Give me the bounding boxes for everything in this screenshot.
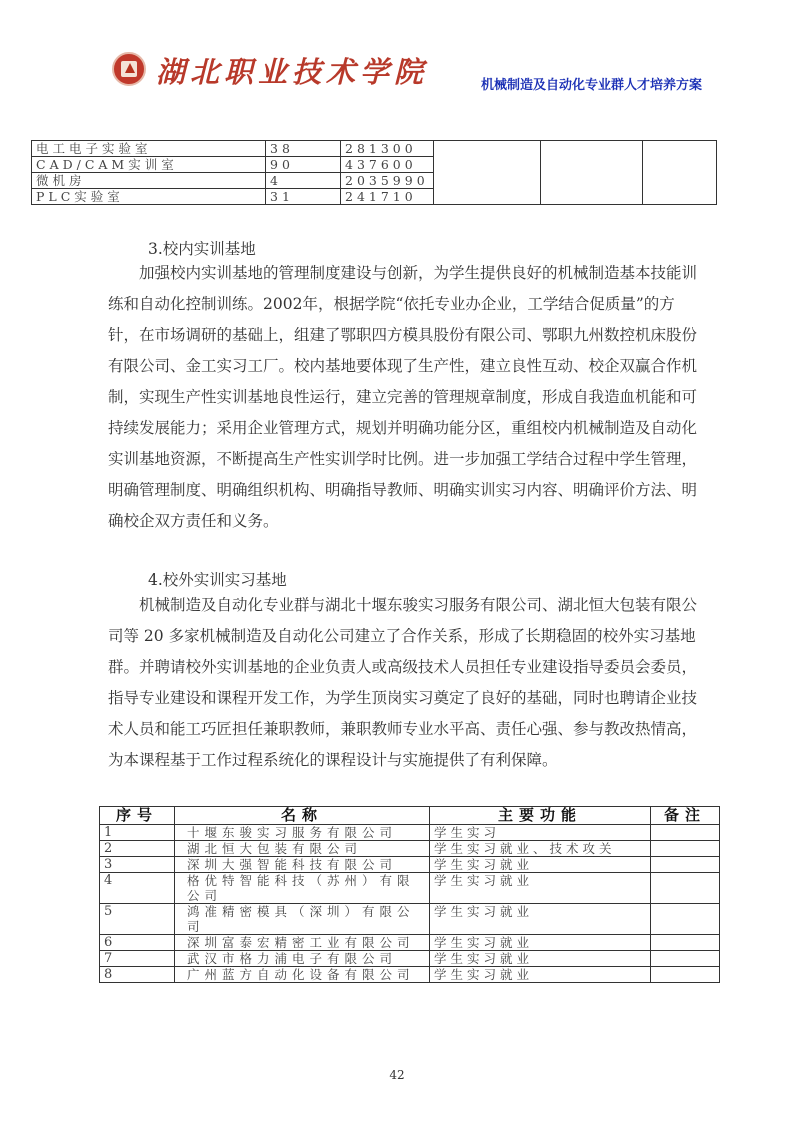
page-header (112, 48, 702, 98)
note-cell (651, 935, 720, 951)
empty-cell (642, 141, 716, 205)
enterprise-name-cell: 湖北恒大包装有限公司 (175, 841, 430, 857)
function-cell: 学生实习就业、技术攻关 (430, 841, 651, 857)
row-number-cell: 8 (100, 967, 175, 983)
enterprise-name-cell: 格优特智能科技（苏州）有限公司 (175, 873, 430, 904)
lab-count-cell: 4 (266, 173, 341, 189)
function-cell: 学生实习就业 (430, 857, 651, 873)
row-number-cell: 6 (100, 935, 175, 951)
page-number: 42 (389, 1068, 405, 1082)
enterprise-name-cell: 深圳富泰宏精密工业有限公司 (175, 935, 430, 951)
header-note: 备注 (651, 807, 720, 825)
table-row (100, 935, 720, 951)
function-cell: 学生实习就业 (430, 967, 651, 983)
college-emblem-icon (112, 52, 146, 86)
table-row (100, 841, 720, 857)
row-number-cell: 3 (100, 857, 175, 873)
enterprise-name-cell: 广州蓝方自动化设备有限公司 (175, 967, 430, 983)
section-4-body: 机械制造及自动化专业群与湖北十堰东骏实习服务有限公司、湖北恒大包装有限公司等 20 多家机械制造及自动化公司建立了合作关系，形成了长期稳固的校外实习基地群。并聘请校外实训基地的企业负责人或高级技术人员担任专业建设指导委员会委员，指导专业建设和课程开发工作，为学生顶岗实习奠定了良好的基础，同时也聘请企业技术人员和能工巧匠担任兼职教师，兼职教师专业水平高、责任心强、参与教改热情高，为本课程基于工作过程系统化的课程设计与实施提供了有利保障。 (108, 596, 698, 769)
note-cell (651, 967, 720, 983)
table-row (100, 951, 720, 967)
lab-equipment-table (31, 140, 717, 205)
row-number-cell: 5 (100, 904, 175, 935)
lab-count-cell: 38 (266, 141, 341, 157)
row-number-cell: 4 (100, 873, 175, 904)
table-header-row (100, 807, 720, 825)
note-cell (651, 825, 720, 841)
lab-value-cell: 2035990 (341, 173, 434, 189)
empty-cell (540, 141, 642, 205)
lab-name-cell: PLC实验室 (32, 189, 266, 205)
table-row (100, 857, 720, 873)
function-cell: 学生实习就业 (430, 935, 651, 951)
enterprise-name-cell: 深圳大强智能科技有限公司 (175, 857, 430, 873)
section-4-heading: 4.校外实训实习基地 (148, 571, 287, 589)
lab-value-cell: 241710 (341, 189, 434, 205)
lab-name-cell: CAD/CAM实训室 (32, 157, 266, 173)
enterprise-name-cell: 鸿准精密模具（深圳）有限公司 (175, 904, 430, 935)
table-row (32, 141, 717, 157)
note-cell (651, 904, 720, 935)
table-row (100, 825, 720, 841)
lab-count-cell: 90 (266, 157, 341, 173)
empty-cell (433, 141, 540, 205)
header-name: 名称 (175, 807, 430, 825)
table-row (100, 967, 720, 983)
note-cell (651, 841, 720, 857)
table-row (100, 904, 720, 935)
function-cell: 学生实习就业 (430, 873, 651, 904)
function-cell: 学生实习就业 (430, 904, 651, 935)
function-cell: 学生实习 (430, 825, 651, 841)
note-cell (651, 951, 720, 967)
table-row (100, 873, 720, 904)
header-function: 主要功能 (430, 807, 651, 825)
lab-value-cell: 281300 (341, 141, 434, 157)
lab-name-cell: 电工电子实验室 (32, 141, 266, 157)
note-cell (651, 857, 720, 873)
note-cell (651, 873, 720, 904)
section-3-heading: 3.校内实训基地 (148, 240, 256, 258)
enterprise-name-cell: 武汉市格力浦电子有限公司 (175, 951, 430, 967)
function-cell: 学生实习就业 (430, 951, 651, 967)
row-number-cell: 2 (100, 841, 175, 857)
row-number-cell: 7 (100, 951, 175, 967)
row-number-cell: 1 (100, 825, 175, 841)
lab-count-cell: 31 (266, 189, 341, 205)
lab-name-cell: 微机房 (32, 173, 266, 189)
enterprise-table (99, 806, 720, 983)
enterprise-name-cell: 十堰东骏实习服务有限公司 (175, 825, 430, 841)
lab-value-cell: 437600 (341, 157, 434, 173)
section-3-body: 加强校内实训基地的管理制度建设与创新，为学生提供良好的机械制造基本技能训练和自动化控制训练。2002年，根据学院“依托专业办企业，工学结合促质量”的方针，在市场调研的基础上，组建了鄂职四方模具股份有限公司、鄂职九州数控机床股份有限公司、金工实习工厂。校内基地要体现了生产性，建立良性互动、校企双赢合作机制，实现生产性实训基地良性运行，建立完善的管理规章制度，形成自我造血机能和可持续发展能力；采用企业管理方式，规划并明确功能分区，重组校内机械制造及自动化实训基地资源，不断提高生产性实训学时比例。进一步加强工学结合过程中学生管理，明确管理制度、明确组织机构、明确指导教师、明确实训实习内容、明确评价方法、明确校企双方责任和义务。 (108, 264, 698, 530)
document-title: 机械制造及自动化专业群人才培养方案 (480, 78, 702, 93)
header-no: 序号 (100, 807, 175, 825)
college-name: 湖北职业技术学院 (156, 55, 429, 89)
